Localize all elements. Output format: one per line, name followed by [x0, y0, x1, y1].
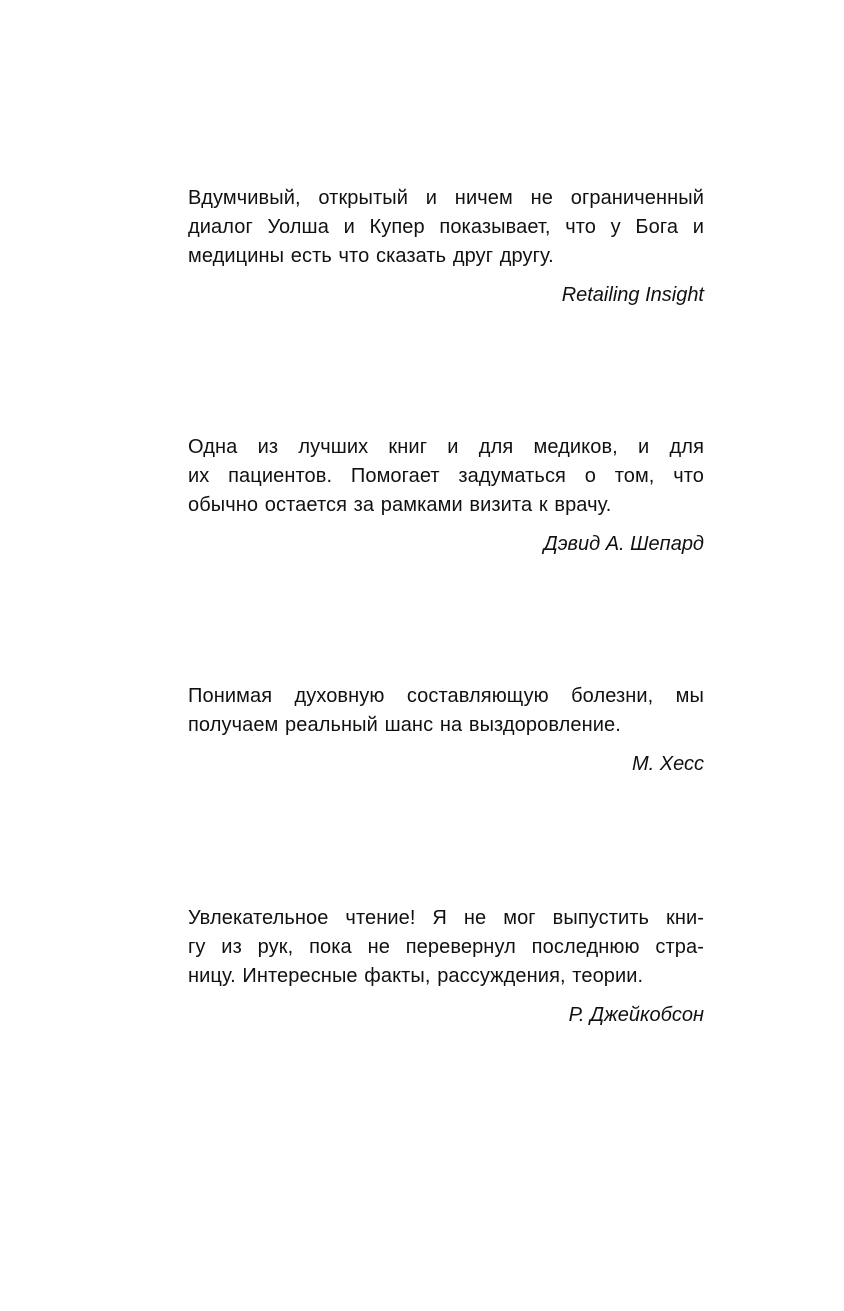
quote-line: гу из рук, пока не перевернул последнюю стра- — [188, 936, 704, 958]
quote-attribution: Retailing Insight — [561, 284, 704, 306]
quote-line: Вдумчивый, открытый и ничем не ограниченный — [188, 187, 704, 209]
quote-line: Увлекательное чтение! Я не мог выпустить кни- — [188, 907, 704, 929]
quote-text — [188, 904, 704, 991]
quote-line: обычно остается за рамками визита к врачу. — [188, 494, 612, 516]
quote-line: ницу. Интересные факты, рассуждения, теории. — [188, 965, 644, 987]
quote-line: получаем реальный шанс на выздоровление. — [188, 714, 621, 736]
quote-attribution: Р. Джейкобсон — [568, 1004, 704, 1026]
testimonial-3 — [188, 682, 704, 777]
quote-line: медицины есть что сказать друг другу. — [188, 245, 554, 267]
testimonial-2 — [188, 433, 704, 557]
quote-line: Одна из лучших книг и для медиков, и для — [188, 436, 704, 458]
quote-attribution: Дэвид А. Шепард — [543, 533, 704, 555]
quote-line: Понимая духовную составляющую болезни, мы — [188, 685, 704, 707]
testimonial-4 — [188, 904, 704, 1028]
quote-line: диалог Уолша и Купер показывает, что у Бога и — [188, 216, 704, 238]
quote-text — [188, 682, 704, 740]
quote-text — [188, 184, 704, 271]
quote-text — [188, 433, 704, 520]
testimonial-1 — [188, 184, 704, 308]
quote-line: их пациентов. Помогает задуматься о том, что — [188, 465, 704, 487]
quote-attribution: М. Хесс — [631, 753, 704, 775]
